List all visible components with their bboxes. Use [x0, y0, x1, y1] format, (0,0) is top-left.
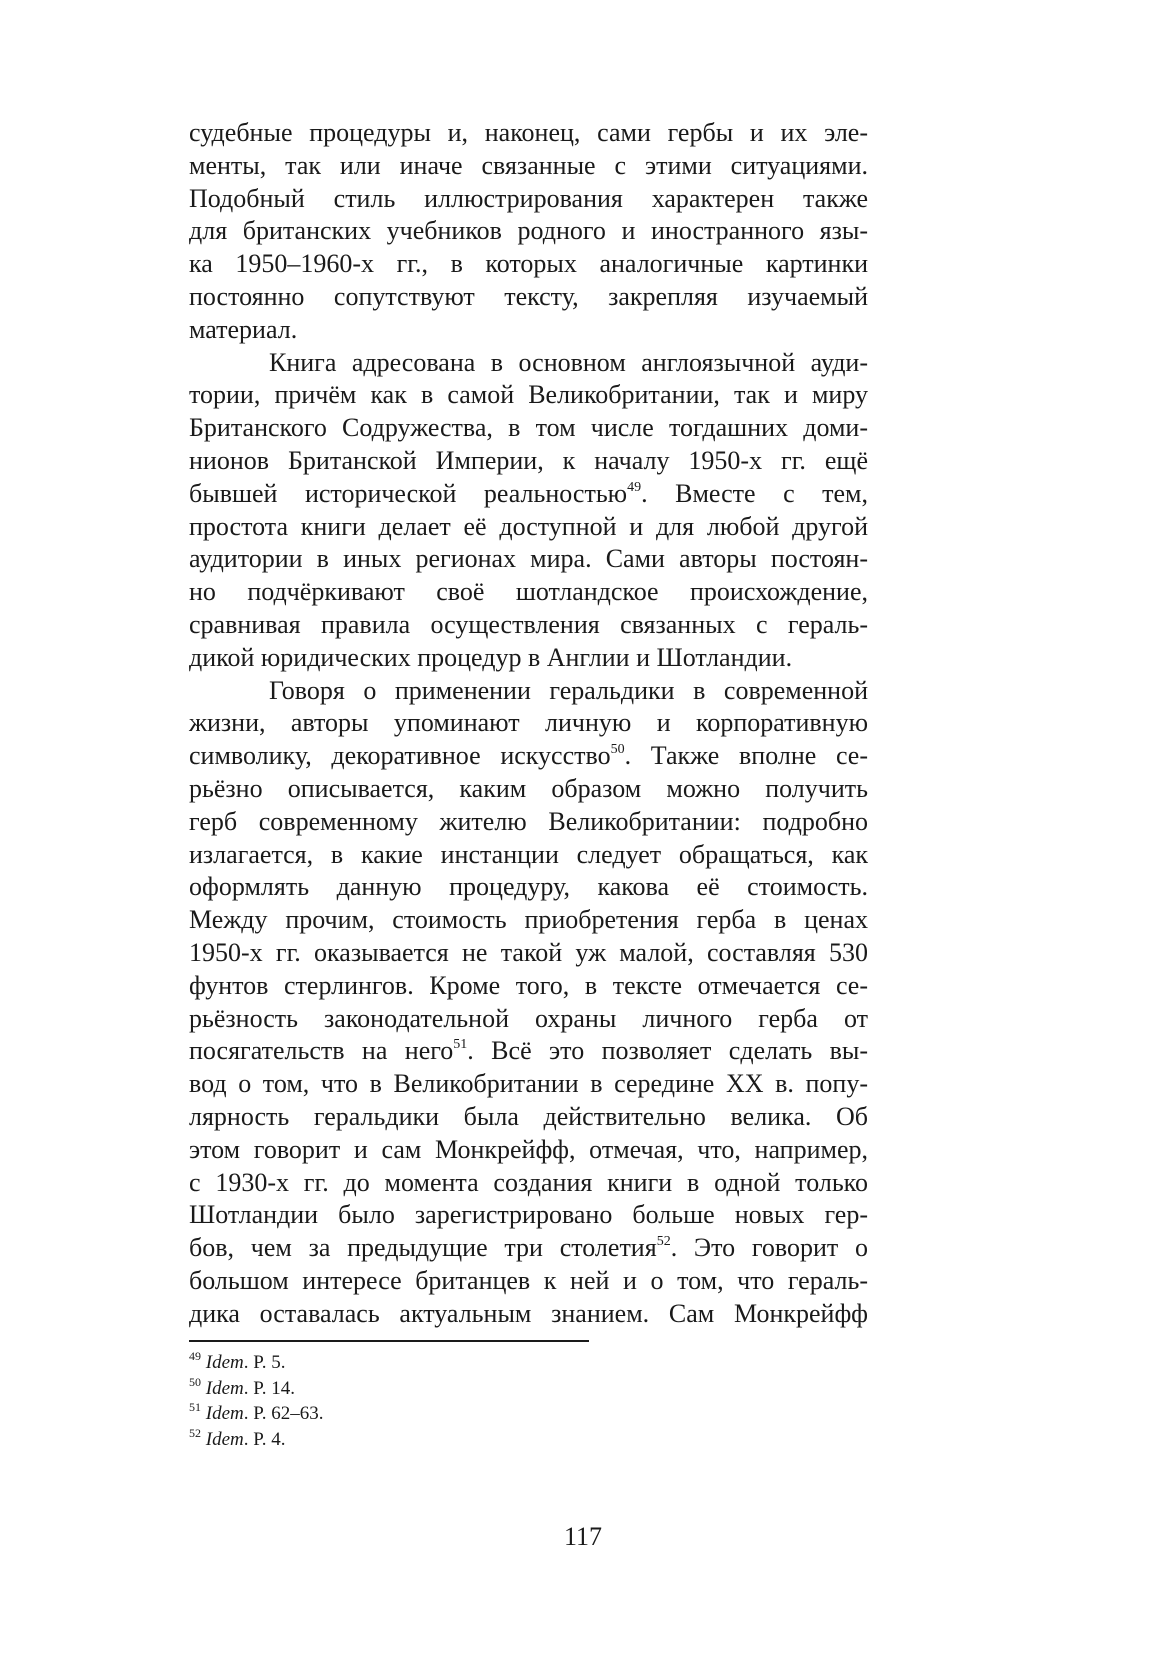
text-line: дика оставалась актуальным знанием. Сам Монкрейфф: [189, 1298, 868, 1328]
text-line: материал.: [189, 314, 298, 344]
text-run: бывшей исторической реальностью: [189, 478, 628, 508]
footnote-ref[interactable]: 50: [610, 742, 625, 758]
text-line: вод о том, что в Великобритании в середине XX в. попу-: [189, 1069, 868, 1099]
text-line: Шотландии было зарегистрировано больше новых гер-: [189, 1200, 868, 1230]
text-line: тории, причём как в самой Великобритании, так и миру: [189, 380, 868, 410]
text-line: с 1930-х гг. до момента создания книги в одной только: [189, 1167, 868, 1197]
text-line: нионов Британской Империи, к началу 1950-х гг. ещё: [189, 445, 868, 475]
footnote-page-ref: . P. 4.: [243, 1428, 286, 1450]
text-line: излагается, в какие инстанции следует обращаться, как: [189, 839, 868, 869]
text-line: рьёзно описывается, каким образом можно получить: [189, 773, 868, 803]
footnote-number: 51: [189, 1400, 201, 1414]
footnote-item: [189, 1427, 868, 1453]
text-run: символику, декоративное искусство: [189, 741, 611, 771]
text-line: дикой юридических процедур в Англии и Шотландии.: [189, 642, 793, 672]
footnote-number: 50: [189, 1374, 201, 1389]
text-line: рьёзность законодательной охраны личного герба от: [189, 1003, 868, 1033]
text-line: простота книги делает её доступной и для любой другой: [189, 511, 868, 541]
footnote-page-ref: . P. 14.: [243, 1377, 295, 1399]
footnote-ref[interactable]: 52: [656, 1234, 671, 1250]
text-line: [189, 1035, 868, 1068]
text-line: оформлять данную процедуру, какова её стоимость.: [189, 872, 868, 902]
text-run: . Всё это позволяет сделать вы-: [467, 1036, 868, 1066]
text-line: Между прочим, стоимость приобретения герба в ценах: [189, 905, 868, 935]
text-line: [189, 1232, 868, 1265]
text-line: герб современному жителю Великобритании: подробно: [189, 806, 868, 836]
text-line: сравнивая правила осуществления связанных с гераль-: [189, 609, 868, 639]
text-line: Подобный стиль иллюстрирования характерен также: [189, 183, 868, 213]
text-line: судебные процедуры и, наконец, сами гербы и их эле-: [189, 118, 868, 147]
text-line: постоянно сопутствуют тексту, закрепляя изучаемый: [189, 281, 868, 311]
text-line: Британского Содружества, в том числе тогдашних доми-: [189, 413, 868, 443]
footnotes: [189, 1350, 868, 1452]
text-line: фунтов стерлингов. Кроме того, в тексте отмечается се-: [189, 970, 868, 1000]
footnote-ref[interactable]: 49: [627, 479, 642, 495]
footnote-page-ref: . P. 5.: [243, 1352, 286, 1373]
footnote-source-title: Idem: [205, 1428, 244, 1450]
page-number: 117: [563, 1522, 603, 1551]
footnote-number: 49: [189, 1349, 201, 1363]
text-line: 1950-х гг. оказывается не такой уж малой, составляя 530: [189, 937, 868, 967]
text-run: . Вместе с тем,: [641, 478, 868, 508]
text-line: этом говорит и сам Монкрейфф, отмечая, что, например,: [189, 1134, 868, 1164]
text-line: лярность геральдики была действительно велика. Об: [189, 1101, 868, 1131]
text-line: [189, 478, 868, 511]
text-run: бов, чем за предыдущие три столетия: [189, 1233, 657, 1263]
text-line: ка 1950–1960-х гг., в которых аналогичные картинки: [189, 249, 868, 279]
footnote-page-ref: . P. 62–63.: [243, 1403, 324, 1424]
text-line: аудитории в иных регионах мира. Сами авторы постоян-: [189, 544, 868, 574]
text-line: Говоря о применении геральдики в современной: [269, 675, 868, 705]
text-line: менты, так или иначе связанные с этими ситуациями.: [189, 150, 868, 180]
footnote-item: [189, 1401, 868, 1427]
text-line: жизни, авторы упоминают личную и корпоративную: [189, 708, 868, 738]
footnote-ref[interactable]: 51: [453, 1037, 468, 1053]
footnote-source-title: Idem: [205, 1403, 244, 1424]
text-run: посягательств на него: [189, 1036, 454, 1066]
text-run: . Также вполне се-: [624, 741, 868, 771]
text-line: Книга адресована в основном англоязычной ауди-: [269, 347, 868, 377]
footnote-source-title: Idem: [205, 1377, 244, 1399]
footnote-item: [189, 1350, 868, 1376]
text-line: [189, 740, 868, 773]
text-run: . Это говорит о: [670, 1233, 868, 1263]
text-line: но подчёркивают своё шотландское происхождение,: [189, 577, 868, 607]
footnote-number: 52: [189, 1425, 201, 1440]
text-line: для британских учебников родного и иностранного язы-: [189, 216, 868, 246]
footnote-source-title: Idem: [205, 1352, 244, 1373]
body-text: [189, 117, 868, 1330]
footnote-item: [189, 1376, 868, 1402]
text-line: большом интересе британцев к ней и о том, что гераль-: [189, 1265, 868, 1295]
footnote-divider: [189, 1340, 589, 1342]
